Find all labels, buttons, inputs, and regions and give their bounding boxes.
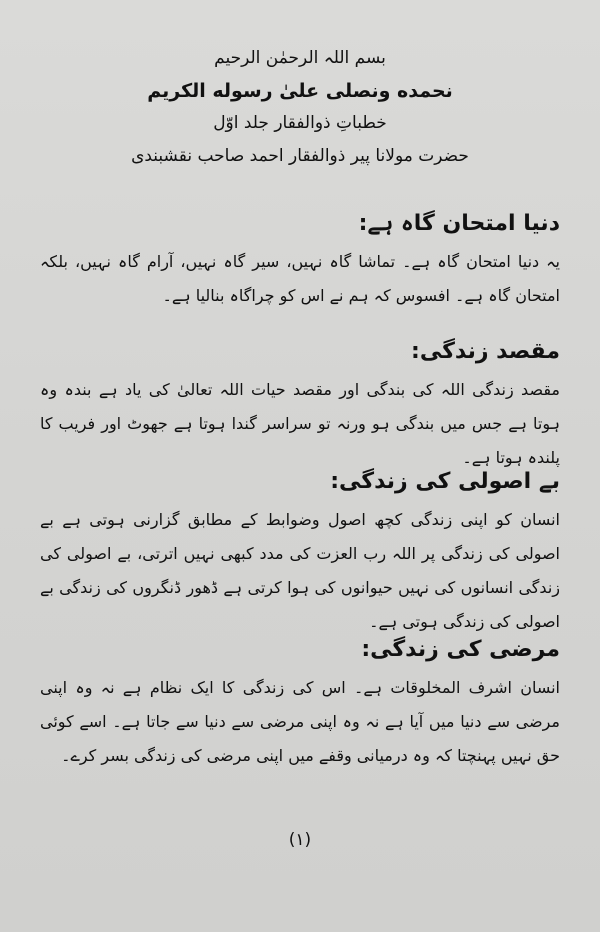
section-paragraph: انسان اشرف المخلوقات ہے۔ اس کی زندگی کا ایک نظام ہے نہ وہ اپنی مرضی سے دنیا میں آیا ہے نہ وہ اپنی مرضی سے دنیا سے جاتا ہے۔ اسے کوئی حق نہیں پہنچتا کہ وہ درمیانی وقفے میں اپنی مرضی کی زندگی بسر کرے۔ (40, 677, 560, 765)
section-paragraph: انسان کو اپنی زندگی کچھ اصول وضوابط کے مطابق گزارنی ہوتی ہے بے اصولی کی زندگی پر اللہ رب العزت کی مدد کبھی نہیں اترتی، بے اصولی کی زندگی انسانوں کی نہیں حیوانوں کی ہوا کرتی ہے ڈھور ڈنگروں کی زندگی بے اصولی کی زندگی ہوتی ہے۔ (40, 509, 560, 631)
page-header (0, 48, 600, 166)
bismillah: بسم اللہ الرحمٰن الرحیم (214, 48, 386, 68)
section-life-of-own-will (40, 636, 560, 773)
book-title: خطباتِ ذوالفقار جلد اوّل (213, 113, 387, 134)
section-world-exam-hall (40, 210, 560, 313)
section-heading: دنیا امتحان گاہ ہے: (358, 211, 560, 236)
section-paragraph: یہ دنیا امتحان گاہ ہے۔ تماشا گاہ نہیں، سیر گاہ نہیں، آرام گاہ نہیں، بلکہ امتحان گاہ ہے۔ افسوس کہ ہم نے اس کو چراگاہ بنالیا ہے۔ (40, 251, 560, 305)
section-heading: بے اصولی کی زندگی: (330, 469, 560, 494)
hamd-line: نحمده ونصلی علیٰ رسوله الکریم (147, 80, 453, 103)
section-paragraph: مقصد زندگی اللہ کی بندگی اور مقصد حیات اللہ تعالیٰ کی یاد ہے بندہ وہ ہوتا ہے جس میں بندگی ہو ورنہ تو سراسر گندا ہوتا ہے جھوٹ اور فریب کا پلندہ ہوتا ہے۔ (40, 379, 560, 467)
section-purpose-of-life (40, 338, 560, 475)
section-unprincipled-life (40, 468, 560, 639)
section-heading: مرضی کی زندگی: (361, 637, 560, 662)
section-heading: مقصد زندگی: (411, 339, 560, 364)
page-number: (۱) (288, 830, 312, 850)
author-line: حضرت مولانا پیر ذوالفقار احمد صاحب نقشبندی (131, 145, 469, 166)
